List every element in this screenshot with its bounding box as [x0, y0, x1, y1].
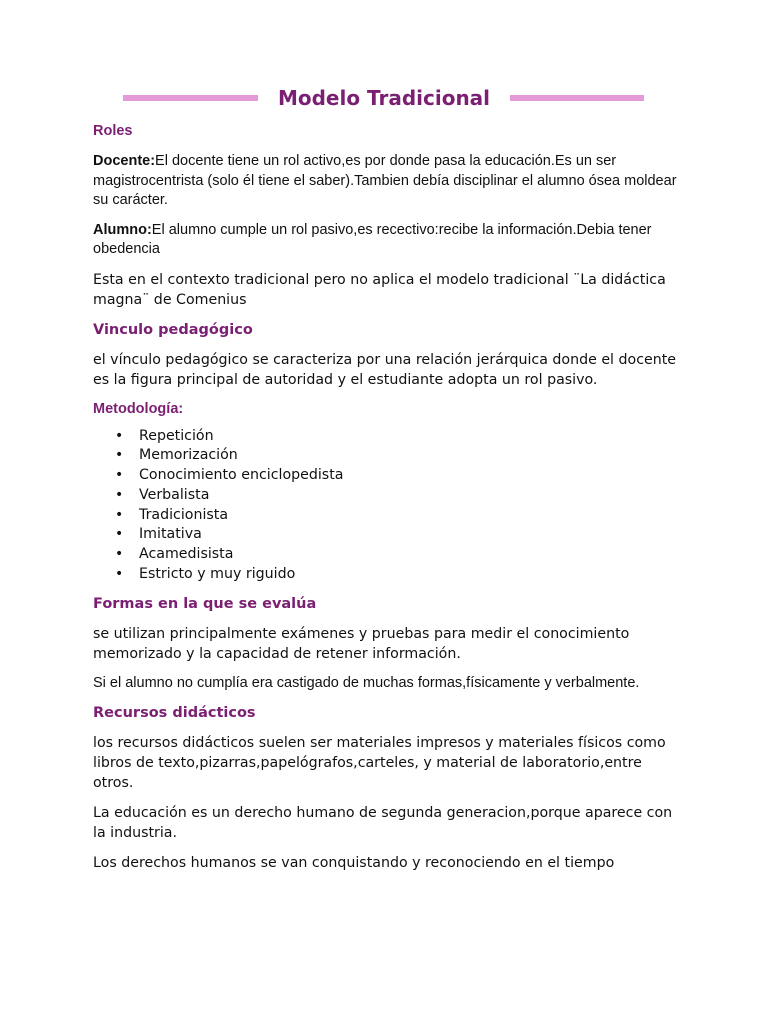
list-item-text: Estricto y muy riguido	[139, 566, 296, 583]
alumno-paragraph	[93, 221, 678, 260]
roles-heading: Roles	[93, 123, 133, 139]
list-item-text: Imitativa	[139, 526, 202, 543]
derecho-paragraph: La educación es un derecho humano de segunda generacion,porque aparece con la industria.	[93, 805, 673, 842]
list-item	[93, 486, 678, 506]
recursos-heading: Recursos didácticos	[93, 705, 256, 722]
docente-paragraph	[93, 152, 678, 211]
bullet-icon: •	[115, 467, 124, 484]
list-item	[93, 565, 678, 585]
document-title: Modelo Tradicional	[277, 86, 491, 110]
bullet-icon: •	[115, 486, 124, 503]
list-item	[93, 466, 678, 486]
title-rule-right	[510, 95, 644, 101]
evaluacion-heading: Formas en la que se evalúa	[93, 595, 317, 612]
context-paragraph: Esta en el contexto tradicional pero no aplica el modelo tradicional ¨La didáctica magna¨ de Comenius	[93, 271, 666, 308]
bullet-icon: •	[115, 546, 124, 563]
title-rule-left	[123, 95, 258, 101]
bullet-icon: •	[115, 447, 124, 464]
bullet-icon: •	[115, 506, 124, 523]
vinculo-heading: Vinculo pedagógico	[93, 321, 253, 338]
list-item-text: Tradicionista	[139, 506, 229, 523]
list-item-text: Conocimiento enciclopedista	[139, 467, 344, 484]
list-item	[93, 545, 678, 565]
derechos-humanos-paragraph: Los derechos humanos se van conquistando y reconociendo en el tiempo	[93, 855, 615, 872]
list-item	[93, 427, 678, 447]
list-item-text: Memorización	[139, 447, 238, 464]
vinculo-paragraph: el vínculo pedagógico se caracteriza por una relación jerárquica donde el docente es la figura principal de autoridad y el estudiante adopta un rol pasivo.	[93, 351, 677, 388]
bullet-icon: •	[115, 566, 124, 583]
document-body	[93, 122, 678, 883]
list-item	[93, 506, 678, 526]
list-item-text: Acamedisista	[139, 546, 234, 563]
list-item-text: Repetición	[139, 427, 214, 444]
list-item-text: Verbalista	[139, 486, 210, 503]
metodologia-list	[93, 427, 678, 585]
list-item	[93, 525, 678, 545]
docente-label: Docente:	[93, 153, 156, 169]
bullet-icon: •	[115, 526, 124, 543]
evaluacion-paragraph: se utilizan principalmente exámenes y pruebas para medir el conocimiento memorizado y la capacidad de retener información.	[93, 625, 630, 662]
title-banner	[0, 84, 768, 114]
list-item	[93, 446, 678, 466]
metodologia-heading: Metodología:	[93, 400, 184, 417]
alumno-label: Alumno:	[93, 221, 152, 238]
castigo-paragraph: Si el alumno no cumplía era castigado de muchas formas,físicamente y verbalmente.	[93, 674, 640, 691]
alumno-text: El alumno cumple un rol pasivo,es recectivo:recibe la información.Debia tener obedencia	[93, 221, 652, 257]
recursos-paragraph: los recursos didácticos suelen ser materiales impresos y materiales físicos como libros de texto,pizarras,papelógrafos,carteles, y material de laboratorio,entre otros.	[93, 735, 666, 792]
docente-text: El docente tiene un rol activo,es por donde pasa la educación.Es un ser magistrocentrista (solo él tiene el saber).Tambien debía disciplinar el alumno ósea moldear su carácter.	[93, 153, 677, 208]
bullet-icon: •	[115, 427, 124, 444]
